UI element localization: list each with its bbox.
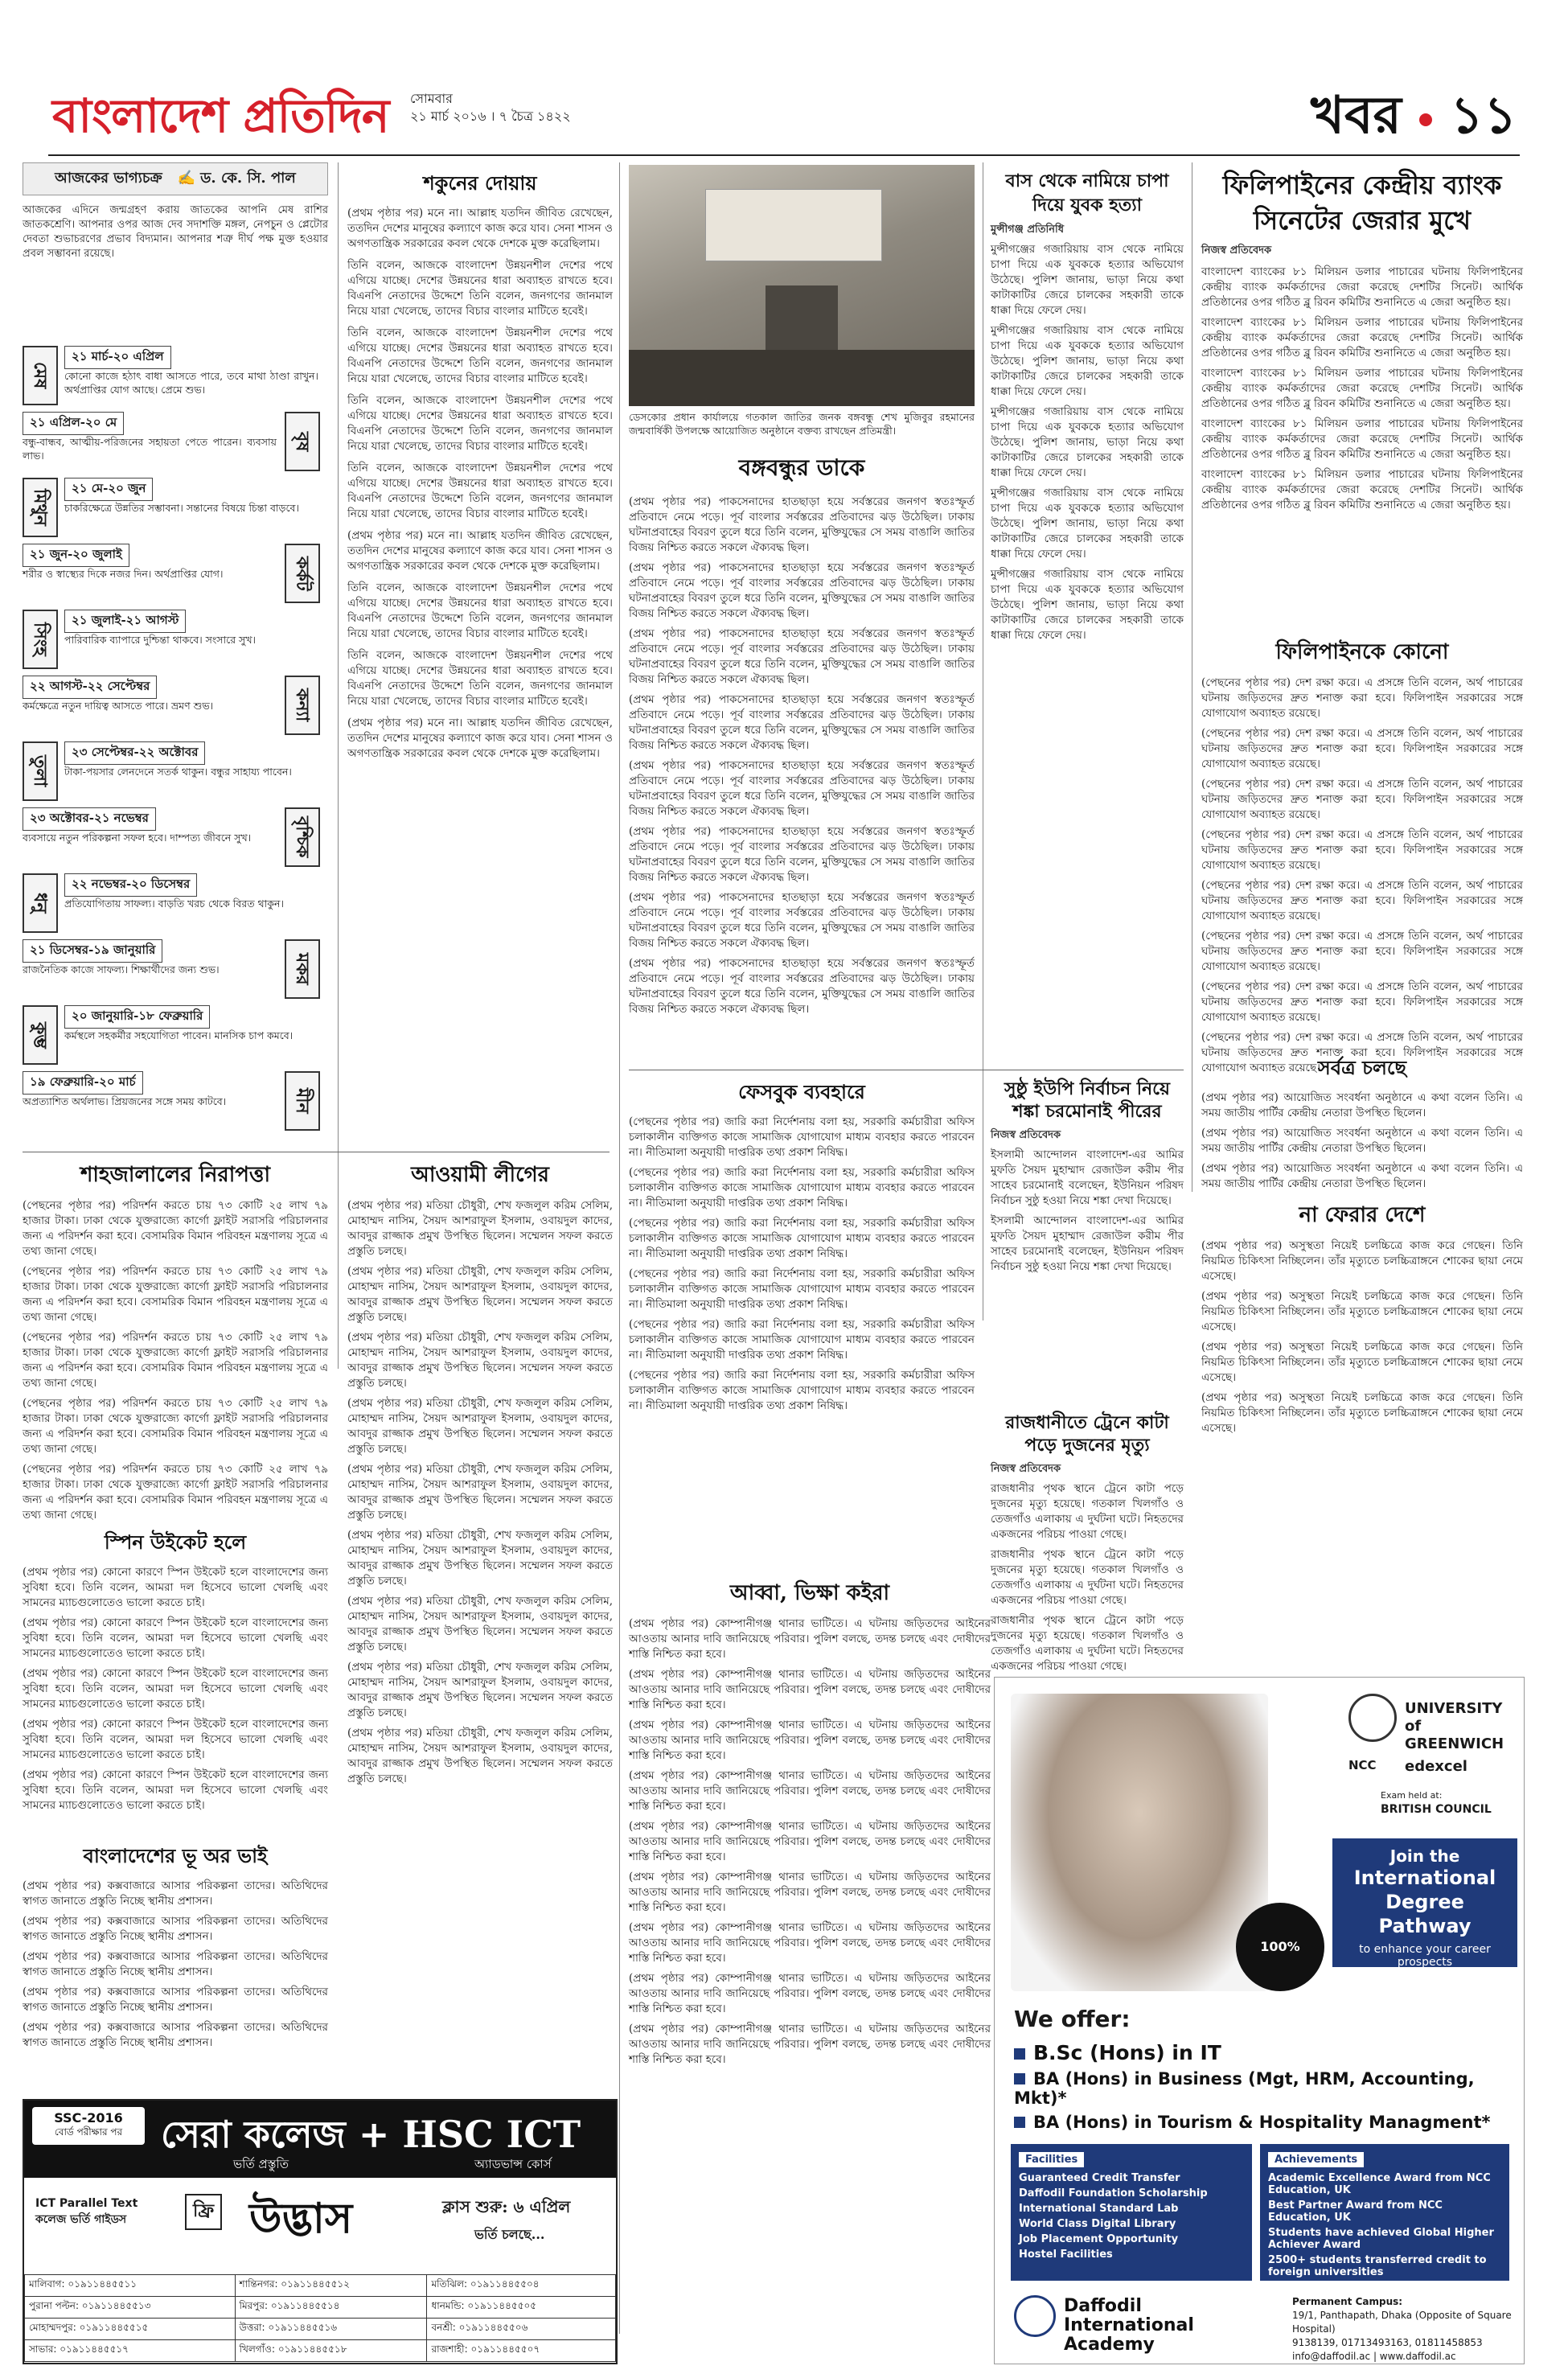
- zodiac-text: ব্যবসায়ে নতুন পরিকল্পনা সফল হবে। দাম্পত্য জীবনে সুখ।: [23, 832, 252, 844]
- horoscope-title-bar: আজকের ভাগ্যচক্র ✍ ড. কে. সি. পাল: [23, 162, 328, 195]
- ssc-label: SSC-2016: [54, 2110, 123, 2126]
- article-byline: নিজস্ব প্রতিবেদক: [1201, 244, 1272, 257]
- article-body-continued: (প্রথম পৃষ্ঠার পর) কক্সবাজারে আসার পরিকল্পনা তাদের। অতিথিদের স্বাগত জানাতে প্রস্তুতি নিচ্ছে স্থানীয় প্রশাসন।: [23, 1915, 328, 1943]
- article-body-continued: (প্রথম পৃষ্ঠার পর) মতিয়া চৌধুরী, শেখ ফজলুল করিম সেলিম, মোহাম্মদ নাসিম, সৈয়দ আশরাফুল ইসলাম, ওবায়দুল কাদের, আবদুর রাজ্জাক প্রমুখ উপস্থিত ছিলেন। সম্মেলন সফল করতে প্রস্তুতি চলছে।: [347, 1397, 613, 1456]
- zodiac-entry: [23, 346, 320, 409]
- article-body: (পেছনের পৃষ্ঠার পর) দেশ রক্ষা করে। এ প্রসঙ্গে তিনি বলেন, অর্থ পাচারের ঘটনায় জড়িতদের দ্রুত শনাক্ত করা হবে। ফিলিপাইন সরকারের সঙ্গে যোগাযোগ অব্যাহত রয়েছে।: [1201, 676, 1523, 720]
- article-headline[interactable]: শকুনের দোয়ায়: [423, 171, 537, 195]
- article-body-continued: (প্রথম পৃষ্ঠার পর) মতিয়া চৌধুরী, শেখ ফজলুল করিম সেলিম, মোহাম্মদ নাসিম, সৈয়দ আশরাফুল ইসলাম, ওবায়দুল কাদের, আবদুর রাজ্জাক প্রমুখ উপস্থিত ছিলেন। সম্মেলন সফল করতে প্রস্তুতি চলছে।: [347, 1463, 613, 1522]
- pathway-title: International Degree Pathway: [1353, 1867, 1496, 1937]
- zodiac-date-range: ২১ ডিসেম্বর-১৯ জানুয়ারি: [23, 939, 162, 963]
- zodiac-sign-label: বৃশ্চিক: [285, 807, 320, 867]
- article-body: বাংলাদেশ ব্যাংকের ৮১ মিলিয়ন ডলার পাচারের ঘটনায় ফিলিপাইনের কেন্দ্রীয় ব্যাংক কর্মকর্তাদের জেরা করেছে দেশটির সিনেট। আর্থিক প্রতিষ্ঠানের ওপর গঠিত ব্লু রিবন কমিটির শুনানিতে এ জেরা অনুষ্ঠিত হয়।: [1201, 265, 1523, 309]
- article-body-continued: (প্রথম পৃষ্ঠার পর) পাকসেনাদের হাতছাড়া হয়ে সর্বস্তরের জনগণ স্বতঃস্ফূর্ত প্রতিবাদে নেমে পড়ে। পূর্ব বাংলার সর্বস্তরের প্রতিবাদের ঝড় উঠেছিল। ঢাকায় ঘটনাপ্রবাহের বিবরণ তুলে ধরে তিনি বলেন, মুক্তিযুদ্ধের সে সময় বাঙালি জাতির বিজয় নিশ্চিত করতে সকলে ঐক্যবদ্ধ ছিল।: [629, 957, 975, 1016]
- section-dot-icon: [1419, 113, 1432, 126]
- issue-day: সোমবার: [410, 91, 453, 106]
- newspaper-logo[interactable]: বাংলাদেশ প্রতিদিন: [52, 88, 389, 143]
- article-train: [991, 1411, 1184, 1674]
- zodiac-entry: [23, 1071, 320, 1134]
- campus-phones: 9138139, 01713493163, 01811458853: [1292, 2337, 1483, 2348]
- article-body-continued: (পেছনের পৃষ্ঠার পর) দেশ রক্ষা করে। এ প্রসঙ্গে তিনি বলেন, অর্থ পাচারের ঘটনায় জড়িতদের দ্রুত শনাক্ত করা হবে। ফিলিপাইন সরকারের সঙ্গে যোগাযোগ অব্যাহত রয়েছে।: [1201, 879, 1523, 922]
- article-up-election: [991, 1078, 1184, 1275]
- article-body-continued: (প্রথম পৃষ্ঠার পর) আয়োজিত সংবর্ধনা অনুষ্ঠানে এ কথা বলেন তিনি। এ সময় জাতীয় পার্টির কেন্দ্রীয় নেতারা উপস্থিত ছিলেন।: [1201, 1162, 1523, 1190]
- student-photo: [1011, 1694, 1268, 1991]
- article-body-continued: (প্রথম পৃষ্ঠার পর) পাকসেনাদের হাতছাড়া হয়ে সর্বস্তরের জনগণ স্বতঃস্ফূর্ত প্রতিবাদে নেমে পড়ে। পূর্ব বাংলার সর্বস্তরের প্রতিবাদের ঝড় উঠেছিল। ঢাকায় ঘটনাপ্রবাহের বিবরণ তুলে ধরে তিনি বলেন, মুক্তিযুদ্ধের সে সময় বাঙালি জাতির বিজয় নিশ্চিত করতে সকলে ঐক্যবদ্ধ ছিল।: [629, 825, 975, 884]
- branch-cell: খিলগাঁও: ০১৯১১৪৪৫৫১৮: [235, 2340, 427, 2362]
- zodiac-date-range: ১৯ ফেব্রুয়ারি-২০ মার্চ: [23, 1071, 143, 1095]
- partner-ncc: NCC: [1348, 1758, 1377, 1772]
- article-body-continued: (প্রথম পৃষ্ঠার পর) কোম্পানীগঞ্জ থানার ভাটিতে। এ ঘটনায় জড়িতদের আইনের আওতায় আনার দাবি জানিয়েছে পরিবার। পুলিশ বলছে, তদন্ত চলছে এবং দোষীদের শাস্তি নিশ্চিত করা হবে।: [629, 1769, 991, 1813]
- section-header: [1311, 76, 1517, 162]
- zodiac-text: কর্মক্ষেত্রে নতুন দায়িত্ব আসতে পারে। ভ্রমণ শুভ।: [23, 700, 214, 712]
- campus-title: Permanent Campus:: [1292, 2296, 1403, 2307]
- zodiac-sign-label: কুম্ভ: [23, 1005, 58, 1065]
- article-body-continued: (প্রথম পৃষ্ঠার পর) মতিয়া চৌধুরী, শেখ ফজলুল করিম সেলিম, মোহাম্মদ নাসিম, সৈয়দ আশরাফুল ইসলাম, ওবায়দুল কাদের, আবদুর রাজ্জাক প্রমুখ উপস্থিত ছিলেন। সম্মেলন সফল করতে প্রস্তুতি চলছে।: [347, 1727, 613, 1785]
- branch-row: [25, 2275, 616, 2297]
- zodiac-entry: [23, 873, 320, 936]
- article-headline[interactable]: ফিলিপাইনের কেন্দ্রীয় ব্যাংক সিনেটের জেরার মুখে: [1222, 170, 1502, 236]
- article-body-continued: (প্রথম পৃষ্ঠার পর) মতিয়া চৌধুরী, শেখ ফজলুল করিম সেলিম, মোহাম্মদ নাসিম, সৈয়দ আশরাফুল ইসলাম, ওবায়দুল কাদের, আবদুর রাজ্জাক প্রমুখ উপস্থিত ছিলেন। সম্মেলন সফল করতে প্রস্তুতি চলছে।: [347, 1265, 613, 1324]
- article-body-continued: (প্রথম পৃষ্ঠার পর) পাকসেনাদের হাতছাড়া হয়ে সর্বস্তরের জনগণ স্বতঃস্ফূর্ত প্রতিবাদে নেমে পড়ে। পূর্ব বাংলার সর্বস্তরের প্রতিবাদের ঝড় উঠেছিল। ঢাকায় ঘটনাপ্রবাহের বিবরণ তুলে ধরে তিনি বলেন, মুক্তিযুদ্ধের সে সময় বাঙালি জাতির বিজয় নিশ্চিত করতে সকলে ঐক্যবদ্ধ ছিল।: [629, 759, 975, 818]
- article-body: (প্রথম পৃষ্ঠার পর) আয়োজিত সংবর্ধনা অনুষ্ঠানে এ কথা বলেন তিনি। এ সময় জাতীয় পার্টির কেন্দ্রীয় নেতারা উপস্থিত ছিলেন।: [1201, 1091, 1523, 1119]
- article-bus: [991, 169, 1184, 643]
- article-body-continued: (পেছনের পৃষ্ঠার পর) পরিদর্শন করতে চায় ৭৩ কোটি ২৫ লাখ ৭৯ হাজার টাকা। ঢাকা থেকে যুক্তরাজ্যে কার্গো ফ্লাইট সরাসরি পরিচালনার জন্য এ পরিদর্শন করা হবে। বেসামরিক বিমান পরিবহন মন্ত্রণালয় সূত্রে এ তথ্য জানা গেছে।: [23, 1331, 328, 1390]
- article-body-continued: (প্রথম পৃষ্ঠার পর) পাকসেনাদের হাতছাড়া হয়ে সর্বস্তরের জনগণ স্বতঃস্ফূর্ত প্রতিবাদে নেমে পড়ে। পূর্ব বাংলার সর্বস্তরের প্রতিবাদের ঝড় উঠেছিল। ঢাকায় ঘটনাপ্রবাহের বিবরণ তুলে ধরে তিনি বলেন, মুক্তিযুদ্ধের সে সময় বাঙালি জাতির বিজয় নিশ্চিত করতে সকলে ঐক্যবদ্ধ ছিল।: [629, 891, 975, 950]
- branch-cell: মতিঝিল: ০১৯১১৪৪৫৫০৪: [427, 2275, 616, 2297]
- zodiac-text: পারিবারিক ব্যাপারে দুশ্চিন্তা থাকবে। সংসারে সুখ।: [64, 634, 256, 646]
- article-headline[interactable]: সুষ্ঠু ইউপি নির্বাচন নিয়ে শঙ্কা চরমোনাই পীরের: [1004, 1078, 1170, 1122]
- zodiac-entry: [23, 478, 320, 540]
- zodiac-text: রাজনৈতিক কাজে সাফল্য। শিক্ষার্থীদের জন্য শুভ।: [23, 963, 220, 975]
- article-spin: [23, 1528, 328, 1813]
- article-body-continued: (প্রথম পৃষ্ঠার পর) মতিয়া চৌধুরী, শেখ ফজলুল করিম সেলিম, মোহাম্মদ নাসিম, সৈয়দ আশরাফুল ইসলাম, ওবায়দুল কাদের, আবদুর রাজ্জাক প্রমুখ উপস্থিত ছিলেন। সম্মেলন সফল করতে প্রস্তুতি চলছে।: [347, 1595, 613, 1653]
- photo-caption: ডেসকোর প্রধান কার্যালয়ে গতকাল জাতির জনক বঙ্গবন্ধু শেখ মুজিবুর রহমানের জন্মবার্ষিকী উপলক্ষে আয়োজিত অনুষ্ঠানে বক্তব্য রাখছেন প্রতিমন্ত্রী।: [629, 411, 975, 437]
- zodiac-entry: [23, 610, 320, 672]
- facility-item: Job Placement Opportunity: [1019, 2233, 1179, 2245]
- achievements-title: Achievements: [1268, 2152, 1364, 2167]
- article-headline[interactable]: না ফেরার দেশে: [1299, 1203, 1426, 1227]
- branch-cell: মিরপুর: ০১৯১১৪৪৫৫১৪: [235, 2297, 427, 2319]
- article-body-continued: (পেছনের পৃষ্ঠার পর) দেশ রক্ষা করে। এ প্রসঙ্গে তিনি বলেন, অর্থ পাচারের ঘটনায় জড়িতদের দ্রুত শনাক্ত করা হবে। ফিলিপাইন সরকারের সঙ্গে যোগাযোগ অব্যাহত রয়েছে।: [1201, 980, 1523, 1024]
- article-body: (প্রথম পৃষ্ঠার পর) অসুস্থতা নিয়েই চলচ্চিত্রে কাজ করে গেছেন। তিনি নিয়মিত চিকিৎসা নিচ্ছিলেন। তাঁর মৃত্যুতে চলচ্চিত্রাঙ্গনে শোকের ছায়া নেমে এসেছে।: [1201, 1239, 1523, 1283]
- article-body-continued: (প্রথম পৃষ্ঠার পর) আয়োজিত সংবর্ধনা অনুষ্ঠানে এ কথা বলেন তিনি। এ সময় জাতীয় পার্টির কেন্দ্রীয় নেতারা উপস্থিত ছিলেন।: [1201, 1127, 1523, 1155]
- bullet-item: ICT Parallel Text: [35, 2197, 138, 2210]
- article-body-continued: (প্রথম পৃষ্ঠার পর) কোনো কারণে স্পিন উইকেট হলে বাংলাদেশের জন্য সুবিধা হবে। তিনি বলেন, আমরা দল হিসেবে ভালো খেলছি এবং সামনের ম্যাচগুলোতেও ভালো করতে চাই।: [23, 1718, 328, 1761]
- offer-list: [1014, 2041, 1513, 2137]
- article-awami: [347, 1158, 613, 1787]
- article-body-continued: (প্রথম পৃষ্ঠার পর) অসুস্থতা নিয়েই চলচ্চিত্রে কাজ করে গেছেন। তিনি নিয়মিত চিকিৎসা নিচ্ছিলেন। তাঁর মৃত্যুতে চলচ্চিত্রাঙ্গনে শোকের ছায়া নেমে এসেছে।: [1201, 1290, 1523, 1333]
- article-body: (পেছনের পৃষ্ঠার পর) পরিদর্শন করতে চায় ৭৩ কোটি ২৫ লাখ ৭৯ হাজার টাকা। ঢাকা থেকে যুক্তরাজ্যে কার্গো ফ্লাইট সরাসরি পরিচালনার জন্য এ পরিদর্শন করা হবে। বেসামরিক বিমান পরিবহন মন্ত্রণালয় সূত্রে এ তথ্য জানা গেছে।: [23, 1199, 328, 1258]
- college-ad-sub2: অ্যাডভান্স কোর্স: [474, 2157, 552, 2171]
- article-body-continued: বাংলাদেশ ব্যাংকের ৮১ মিলিয়ন ডলার পাচারের ঘটনায় ফিলিপাইনের কেন্দ্রীয় ব্যাংক কর্মকর্তাদের জেরা করেছে দেশটির সিনেট। আর্থিক প্রতিষ্ঠানের ওপর গঠিত ব্লু রিবন কমিটির শুনানিতে এ জেরা অনুষ্ঠিত হয়।: [1201, 417, 1523, 461]
- column-divider: [338, 162, 339, 1369]
- article-body-continued: (প্রথম পৃষ্ঠার পর) অসুস্থতা নিয়েই চলচ্চিত্রে কাজ করে গেছেন। তিনি নিয়মিত চিকিৎসা নিচ্ছিলেন। তাঁর মৃত্যুতে চলচ্চিত্রাঙ্গনে শোকের ছায়া নেমে এসেছে।: [1201, 1391, 1523, 1435]
- zodiac-text: টাকা-পয়সার লেনদেনে সতর্ক থাকুন। বন্ধুর সাহায্য পাবেন।: [64, 766, 292, 778]
- article-body-continued: (প্রথম পৃষ্ঠার পর) কোম্পানীগঞ্জ থানার ভাটিতে। এ ঘটনায় জড়িতদের আইনের আওতায় আনার দাবি জানিয়েছে পরিবার। পুলিশ বলছে, তদন্ত চলছে এবং দোষীদের শাস্তি নিশ্চিত করা হবে।: [629, 1871, 991, 1914]
- masthead: [0, 0, 1568, 169]
- article-body-continued: (প্রথম পৃষ্ঠার পর) কক্সবাজারে আসার পরিকল্পনা তাদের। অতিথিদের স্বাগত জানাতে প্রস্তুতি নিচ্ছে স্থানীয় প্রশাসন।: [23, 2021, 328, 2049]
- article-body: (প্রথম পৃষ্ঠার পর) মতিয়া চৌধুরী, শেখ ফজলুল করিম সেলিম, মোহাম্মদ নাসিম, সৈয়দ আশরাফুল ইসলাম, ওবায়দুল কাদের, আবদুর রাজ্জাক প্রমুখ উপস্থিত ছিলেন। সম্মেলন সফল করতে প্রস্তুতি চলছে।: [347, 1199, 613, 1258]
- article-body-continued: (প্রথম পৃষ্ঠার পর) কক্সবাজারে আসার পরিকল্পনা তাদের। অতিথিদের স্বাগত জানাতে প্রস্তুতি নিচ্ছে স্থানীয় প্রশাসন।: [23, 1950, 328, 1978]
- zodiac-entry: [23, 939, 320, 1002]
- article-headline[interactable]: আওয়ামী লীগের: [411, 1163, 549, 1187]
- article-body: (প্রথম পৃষ্ঠার পর) কোনো কারণে স্পিন উইকেট হলে বাংলাদেশের জন্য সুবিধা হবে। তিনি বলেন, আমরা দল হিসেবে ভালো খেলছি এবং সামনের ম্যাচগুলোতেও ভালো করতে চাই।: [23, 1566, 328, 1609]
- facilities-list: [1019, 2172, 1244, 2261]
- article-headline[interactable]: সর্বত্র চলছে: [1317, 1056, 1407, 1079]
- college-ad-brand: উদ্ভাস: [249, 2194, 353, 2243]
- issue-date-text: ২১ মার্চ ২০১৬ । ৭ চৈত্র ১৪২২: [410, 109, 571, 124]
- university-name: UNIVERSITY of GREENWICH: [1405, 1700, 1504, 1752]
- facility-item: Daffodil Foundation Scholarship: [1019, 2187, 1208, 2199]
- photo-table: [629, 350, 975, 406]
- zodiac-sign-label: মেষ: [23, 346, 58, 405]
- offer-item: BA (Hons) in Tourism & Hospitality Managment*: [1014, 2113, 1513, 2132]
- article-facebook: [629, 1078, 975, 1414]
- we-offer: We offer:: [1014, 2006, 1131, 2032]
- zodiac-sign-label: ধনু: [23, 873, 58, 933]
- article-body-continued: (প্রথম পৃষ্ঠার পর) কোম্পানীগঞ্জ থানার ভাটিতে। এ ঘটনায় জড়িতদের আইনের আওতায় আনার দাবি জানিয়েছে পরিবার। পুলিশ বলছে, তদন্ত চলছে এবং দোষীদের শাস্তি নিশ্চিত করা হবে।: [629, 2023, 991, 2066]
- article-body-continued: বাংলাদেশ ব্যাংকের ৮১ মিলিয়ন ডলার পাচারের ঘটনায় ফিলিপাইনের কেন্দ্রীয় ব্যাংক কর্মকর্তাদের জেরা করেছে দেশটির সিনেট। আর্থিক প্রতিষ্ঠানের ওপর গঠিত ব্লু রিবন কমিটির শুনানিতে এ জেরা অনুষ্ঠিত হয়।: [1201, 316, 1523, 359]
- zodiac-text: বন্ধু-বান্ধব, আত্মীয়-পরিজনের সহায়তা পেতে পারেন। ব্যবসায় লাভ।: [23, 436, 277, 462]
- article-body: ইসলামী আন্দোলন বাংলাদেশ-এর আমির মুফতি সৈয়দ মুহাম্মাদ রেজাউল করীম পীর সাহেব চরমোনাই বলেছেন, ইউনিয়ন পরিষদ নির্বাচন সুষ্ঠু হওয়া নিয়ে শঙ্কা দেখা দিয়েছে।: [991, 1148, 1184, 1207]
- british-council: BRITISH COUNCIL: [1381, 1803, 1492, 1816]
- college-ad-header: [24, 2101, 616, 2178]
- article-body-continued: (প্রথম পৃষ্ঠার পর) পাকসেনাদের হাতছাড়া হয়ে সর্বস্তরের জনগণ স্বতঃস্ফূর্ত প্রতিবাদে নেমে পড়ে। পূর্ব বাংলার সর্বস্তরের প্রতিবাদের ঝড় উঠেছিল। ঢাকায় ঘটনাপ্রবাহের বিবরণ তুলে ধরে তিনি বলেন, মুক্তিযুদ্ধের সে সময় বাঙালি জাতির বিজয় নিশ্চিত করতে সকলে ঐক্যবদ্ধ ছিল।: [629, 561, 975, 620]
- zodiac-date-range: ২২ আগস্ট-২২ সেপ্টেম্বর: [23, 676, 157, 699]
- article-body-continued: (পেছনের পৃষ্ঠার পর) জারি করা নির্দেশনায় বলা হয়, সরকারি কর্মচারীরা অফিস চলাকালীন ব্যক্তিগত কাজে সামাজিক যোগাযোগ মাধ্যম ব্যবহার করতে পারবেন না। নীতিমালা অনুযায়ী দাপ্তরিক তথ্য প্রকাশ নিষিদ্ধ।: [629, 1267, 975, 1311]
- article-body-continued: (পেছনের পৃষ্ঠার পর) দেশ রক্ষা করে। এ প্রসঙ্গে তিনি বলেন, অর্থ পাচারের ঘটনায় জড়িতদের দ্রুত শনাক্ত করা হবে। ফিলিপাইন সরকারের সঙ্গে যোগাযোগ অব্যাহত রয়েছে।: [1201, 1031, 1523, 1074]
- article-headline[interactable]: রাজধানীতে ট্রেনে কাটা পড়ে দুজনের মৃত্যু: [1005, 1412, 1169, 1456]
- daffodil-ad[interactable]: [994, 1677, 1525, 2364]
- article-body-continued: তিনি বলেন, আজকে বাংলাদেশ উন্নয়নশীল দেশের পথে এগিয়ে যাচ্ছে। দেশের উন্নয়নের ধারা অব্যাহত রাখতে হবে। বিএনপি নেতাদের উদ্দেশে তিনি বলেন, জনগণের জানমাল নিয়ে যারা খেলেছে, তাদের বিচার বাংলার মাটিতে হবেই।: [347, 649, 613, 708]
- admission-open: ভর্তি চলছে...: [474, 2227, 545, 2242]
- zodiac-date-range: ২১ জুন-২০ জুলাই: [23, 544, 129, 567]
- article-body: তিনি বলেন, আজকে বাংলাদেশ উন্নয়নশীল দেশের পথে এগিয়ে যাচ্ছে। দেশের উন্নয়নের ধারা অব্যাহত রাখতে হবে। বিএনপি নেতাদের উদ্দেশে তিনি বলেন, জনগণের জানমাল নিয়ে যারা খেলেছে, তাদের বিচার বাংলার মাটিতে হবেই।: [347, 259, 613, 318]
- article-body-continued: বাংলাদেশ ব্যাংকের ৮১ মিলিয়ন ডলার পাচারের ঘটনায় ফিলিপাইনের কেন্দ্রীয় ব্যাংক কর্মকর্তাদের জেরা করেছে দেশটির সিনেট। আর্থিক প্রতিষ্ঠানের ওপর গঠিত ব্লু রিবন কমিটির শুনানিতে এ জেরা অনুষ্ঠিত হয়।: [1201, 468, 1523, 511]
- issue-date: [410, 90, 571, 125]
- article-headline[interactable]: বাংলাদেশের ভূ অর ভাই: [83, 1844, 268, 1867]
- facility-item: World Class Digital Library: [1019, 2218, 1176, 2230]
- article-body-continued: (প্রথম পৃষ্ঠার পর) কোম্পানীগঞ্জ থানার ভাটিতে। এ ঘটনায় জড়িতদের আইনের আওতায় আনার দাবি জানিয়েছে পরিবার। পুলিশ বলছে, তদন্ত চলছে এবং দোষীদের শাস্তি নিশ্চিত করা হবে।: [629, 1820, 991, 1863]
- pathway-banner: [1332, 1838, 1517, 1967]
- article-body-continued: তিনি বলেন, আজকে বাংলাদেশ উন্নয়নশীল দেশের পথে এগিয়ে যাচ্ছে। দেশের উন্নয়নের ধারা অব্যাহত রাখতে হবে। বিএনপি নেতাদের উদ্দেশে তিনি বলেন, জনগণের জানমাল নিয়ে যারা খেলেছে, তাদের বিচার বাংলার মাটিতে হবেই।: [347, 462, 613, 520]
- branch-cell: রাজশাহী: ০১৯১১৪৪৫৫০৭: [427, 2340, 616, 2362]
- college-ad-badge: [32, 2107, 145, 2145]
- college-ad-headline: সেরা কলেজ + HSC ICT: [161, 2113, 581, 2156]
- article-body-continued: (প্রথম পৃষ্ঠার পর) মতিয়া চৌধুরী, শেখ ফজলুল করিম সেলিম, মোহাম্মদ নাসিম, সৈয়দ আশরাফুল ইসলাম, ওবায়দুল কাদের, আবদুর রাজ্জাক প্রমুখ উপস্থিত ছিলেন। সম্মেলন সফল করতে প্রস্তুতি চলছে।: [347, 1529, 613, 1587]
- zodiac-entry: [23, 741, 320, 804]
- zodiac-text: কোনো কাজে হঠাৎ বাধা আসতে পারে, তবে মাথা ঠাণ্ডা রাখুন। অর্থপ্রাপ্তির যোগ আছে। প্রেমে শুভ।: [64, 370, 318, 396]
- achievements-list: [1268, 2172, 1501, 2278]
- article-body-continued: (প্রথম পৃষ্ঠার পর) কোনো কারণে স্পিন উইকেট হলে বাংলাদেশের জন্য সুবিধা হবে। তিনি বলেন, আমরা দল হিসেবে ভালো খেলছি এবং সামনের ম্যাচগুলোতেও ভালো করতে চাই।: [23, 1616, 328, 1660]
- pathway-sub: to enhance your career prospects: [1359, 1943, 1491, 1969]
- article-body-continued: মুন্সীগঞ্জের গজারিয়ায় বাস থেকে নামিয়ে চাপা দিয়ে এক যুবককে হত্যার অভিযোগ উঠেছে। পুলিশ জানায়, ভাড়া নিয়ে কথা কাটাকাটির জেরে চালকের সহকারী তাকে ধাক্কা দিয়ে ফেলে দেয়।: [991, 487, 1184, 561]
- page-number: ১১: [1450, 85, 1517, 146]
- zodiac-date-range: ২৩ সেপ্টেম্বর-২২ অক্টোবর: [64, 741, 205, 765]
- article-body-continued: তিনি বলেন, আজকে বাংলাদেশ উন্নয়নশীল দেশের পথে এগিয়ে যাচ্ছে। দেশের উন্নয়নের ধারা অব্যাহত রাখতে হবে। বিএনপি নেতাদের উদ্দেশে তিনি বলেন, জনগণের জানমাল নিয়ে যারা খেলেছে, তাদের বিচার বাংলার মাটিতে হবেই।: [347, 581, 613, 640]
- campus-address: 19/1, Panthapath, Dhaka (Opposite of Square Hospital): [1292, 2310, 1512, 2335]
- article-body-continued: (পেছনের পৃষ্ঠার পর) জারি করা নির্দেশনায় বলা হয়, সরকারি কর্মচারীরা অফিস চলাকালীন ব্যক্তিগত কাজে সামাজিক যোগাযোগ মাধ্যম ব্যবহার করতে পারবেন না। নীতিমালা অনুযায়ী দাপ্তরিক তথ্য প্রকাশ নিষিদ্ধ।: [629, 1166, 975, 1210]
- article-body-continued: বাংলাদেশ ব্যাংকের ৮১ মিলিয়ন ডলার পাচারের ঘটনায় ফিলিপাইনের কেন্দ্রীয় ব্যাংক কর্মকর্তাদের জেরা করেছে দেশটির সিনেট। আর্থিক প্রতিষ্ঠানের ওপর গঠিত ব্লু রিবন কমিটির শুনানিতে এ জেরা অনুষ্ঠিত হয়।: [1201, 367, 1523, 410]
- article-lead: (প্রথম পৃষ্ঠার পর) মনে না। আল্লাহ যতদিন জীবিত রেখেছেন, ততদিন দেশের মানুষের কল্যাণে কাজ করে যাব। সেনা শাসন ও অগণতান্ত্রিক সরকারের কবল থেকে দেশকে মুক্ত করেছিলাম।: [347, 207, 613, 250]
- article-body: (পেছনের পৃষ্ঠার পর) জারি করা নির্দেশনায় বলা হয়, সরকারি কর্মচারীরা অফিস চলাকালীন ব্যক্তিগত কাজে সামাজিক যোগাযোগ মাধ্যম ব্যবহার করতে পারবেন না। নীতিমালা অনুযায়ী দাপ্তরিক তথ্য প্রকাশ নিষিদ্ধ।: [629, 1115, 975, 1159]
- article-na-ferar: [1201, 1198, 1523, 1436]
- college-ad-sub1: ভর্তি প্রস্তুতি: [233, 2157, 289, 2171]
- class-start: ক্লাস শুরু: ৬ এপ্রিল: [442, 2197, 571, 2216]
- article-headline[interactable]: বঙ্গবন্ধুর ডাকে: [738, 454, 865, 481]
- daffodil-logo-icon: [1014, 2295, 1056, 2337]
- article-body-continued: (প্রথম পৃষ্ঠার পর) অসুস্থতা নিয়েই চলচ্চিত্রে কাজ করে গেছেন। তিনি নিয়মিত চিকিৎসা নিচ্ছিলেন। তাঁর মৃত্যুতে চলচ্চিত্রাঙ্গনে শোকের ছায়া নেমে এসেছে।: [1201, 1341, 1523, 1384]
- article-body: (প্রথম পৃষ্ঠার পর) কক্সবাজারে আসার পরিকল্পনা তাদের। অতিথিদের স্বাগত জানাতে প্রস্তুতি নিচ্ছে স্থানীয় প্রশাসন।: [23, 1879, 328, 1908]
- column-divider: [619, 162, 620, 2334]
- article-body-continued: (পেছনের পৃষ্ঠার পর) জারি করা নির্দেশনায় বলা হয়, সরকারি কর্মচারীরা অফিস চলাকালীন ব্যক্তিগত কাজে সামাজিক যোগাযোগ মাধ্যম ব্যবহার করতে পারবেন না। নীতিমালা অনুযায়ী দাপ্তরিক তথ্য প্রকাশ নিষিদ্ধ।: [629, 1369, 975, 1412]
- article-body: মুন্সীগঞ্জের গজারিয়ায় বাস থেকে নামিয়ে চাপা দিয়ে এক যুবককে হত্যার অভিযোগ উঠেছে। পুলিশ জানায়, ভাড়া নিয়ে কথা কাটাকাটির জেরে চালকের সহকারী তাকে ধাক্কা দিয়ে ফেলে দেয়।: [991, 243, 1184, 317]
- article-headline[interactable]: বাস থেকে নামিয়ে চাপা দিয়ে যুবক হত্যা: [1005, 170, 1169, 216]
- branch-cell: মোহাম্মদপুর: ০১৯১১৪৪৫৫১৫: [25, 2319, 236, 2340]
- event-photo: [629, 165, 975, 406]
- greenwich-crest-icon: [1348, 1694, 1397, 1742]
- article-abba: [629, 1576, 991, 2068]
- article-body-continued: (প্রথম পৃষ্ঠার পর) কক্সবাজারে আসার পরিকল্পনা তাদের। অতিথিদের স্বাগত জানাতে প্রস্তুতি নিচ্ছে স্থানীয় প্রশাসন।: [23, 1986, 328, 2014]
- bullet-item: কলেজ ভর্তি গাইডস: [35, 2213, 127, 2226]
- article-byline: নিজস্ব প্রতিবেদক: [991, 1463, 1061, 1475]
- campus-contact[interactable]: info@daffodil.ac | www.daffodil.ac: [1292, 2351, 1456, 2362]
- facility-item: Hostel Facilities: [1019, 2249, 1113, 2261]
- branch-cell: পুরানা পল্টন: ০১৯১১৪৪৫৫১৩: [25, 2297, 236, 2319]
- zodiac-sign-label: মকর: [285, 939, 320, 999]
- achievement-item: Academic Excellence Award from NCC Education, UK: [1268, 2172, 1491, 2196]
- zodiac-entry: [23, 807, 320, 870]
- zodiac-entry: [23, 1005, 320, 1068]
- photo-banner: [705, 189, 882, 261]
- article-byline: নিজস্ব প্রতিবেদক: [991, 1129, 1061, 1141]
- article-philippines2: [1201, 635, 1523, 1076]
- article-body-continued: রাজধানীর পৃথক স্থানে ট্রেনে কাটা পড়ে দুজনের মৃত্যু হয়েছে। গতকাল খিলগাঁও ও তেজগাঁও এলাকায় এ দুর্ঘটনা ঘটে। নিহতদের একজনের পরিচয় পাওয়া গেছে।: [991, 1614, 1184, 1673]
- article-bangladesh: [23, 1842, 328, 2051]
- article-body-continued: (প্রথম পৃষ্ঠার পর) কোনো কারণে স্পিন উইকেট হলে বাংলাদেশের জন্য সুবিধা হবে। তিনি বলেন, আমরা দল হিসেবে ভালো খেলছি এবং সামনের ম্যাচগুলোতেও ভালো করতে চাই।: [23, 1768, 328, 1812]
- achievement-item: Best Partner Award from NCC Education, UK: [1268, 2199, 1443, 2224]
- article-body-continued: (প্রথম পৃষ্ঠার পর) মতিয়া চৌধুরী, শেখ ফজলুল করিম সেলিম, মোহাম্মদ নাসিম, সৈয়দ আশরাফুল ইসলাম, ওবায়দুল কাদের, আবদুর রাজ্জাক প্রমুখ উপস্থিত ছিলেন। সম্মেলন সফল করতে প্রস্তুতি চলছে।: [347, 1331, 613, 1390]
- article-body-continued: (পেছনের পৃষ্ঠার পর) দেশ রক্ষা করে। এ প্রসঙ্গে তিনি বলেন, অর্থ পাচারের ঘটনায় জড়িতদের দ্রুত শনাক্ত করা হবে। ফিলিপাইন সরকারের সঙ্গে যোগাযোগ অব্যাহত রয়েছে।: [1201, 828, 1523, 872]
- article-body-continued: (প্রথম পৃষ্ঠার পর) কোম্পানীগঞ্জ থানার ভাটিতে। এ ঘটনায় জড়িতদের আইনের আওতায় আনার দাবি জানিয়েছে পরিবার। পুলিশ বলছে, তদন্ত চলছে এবং দোষীদের শাস্তি নিশ্চিত করা হবে।: [629, 1668, 991, 1711]
- article-body-continued: রাজধানীর পৃথক স্থানে ট্রেনে কাটা পড়ে দুজনের মৃত্যু হয়েছে। গতকাল খিলগাঁও ও তেজগাঁও এলাকায় এ দুর্ঘটনা ঘটে। নিহতদের একজনের পরিচয় পাওয়া গেছে।: [991, 1548, 1184, 1607]
- branch-row: [25, 2319, 616, 2340]
- zodiac-text: প্রতিযোগিতায় সাফল্য। বাড়তি খরচ থেকে বিরত থাকুন।: [64, 897, 284, 910]
- article-body-continued: (পেছনের পৃষ্ঠার পর) জারি করা নির্দেশনায় বলা হয়, সরকারি কর্মচারীরা অফিস চলাকালীন ব্যক্তিগত কাজে সামাজিক যোগাযোগ মাধ্যম ব্যবহার করতে পারবেন না। নীতিমালা অনুযায়ী দাপ্তরিক তথ্য প্রকাশ নিষিদ্ধ।: [629, 1318, 975, 1362]
- branch-cell: মালিবাগ: ০১৯১১৪৪৫৫১১: [25, 2275, 236, 2297]
- college-ad[interactable]: [23, 2099, 618, 2364]
- facility-item: Guaranteed Credit Transfer: [1019, 2172, 1180, 2184]
- article-shakun: [347, 169, 613, 762]
- exam-held-label: Exam held at:: [1381, 1790, 1443, 1801]
- branch-cell: সাভার: ০১৯১১৪৪৫৫১৭: [25, 2340, 236, 2362]
- branch-cell: উত্তরা: ০১৯১১৪৪৫৫১৬: [235, 2319, 427, 2340]
- zodiac-date-range: ২১ মে-২০ জুন: [64, 478, 153, 501]
- article-body-continued: (প্রথম পৃষ্ঠার পর) পাকসেনাদের হাতছাড়া হয়ে সর্বস্তরের জনগণ স্বতঃস্ফূর্ত প্রতিবাদে নেমে পড়ে। পূর্ব বাংলার সর্বস্তরের প্রতিবাদের ঝড় উঠেছিল। ঢাকায় ঘটনাপ্রবাহের বিবরণ তুলে ধরে তিনি বলেন, মুক্তিযুদ্ধের সে সময় বাঙালি জাতির বিজয় নিশ্চিত করতে সকলে ঐক্যবদ্ধ ছিল।: [629, 693, 975, 752]
- article-body-continued: তিনি বলেন, আজকে বাংলাদেশ উন্নয়নশীল দেশের পথে এগিয়ে যাচ্ছে। দেশের উন্নয়নের ধারা অব্যাহত রাখতে হবে। বিএনপি নেতাদের উদ্দেশে তিনি বলেন, জনগণের জানমাল নিয়ে যারা খেলেছে, তাদের বিচার বাংলার মাটিতে হবেই।: [347, 394, 613, 453]
- article-body-continued: (পেছনের পৃষ্ঠার পর) দেশ রক্ষা করে। এ প্রসঙ্গে তিনি বলেন, অর্থ পাচারের ঘটনায় জড়িতদের দ্রুত শনাক্ত করা হবে। ফিলিপাইন সরকারের সঙ্গে যোগাযোগ অব্যাহত রয়েছে।: [1201, 930, 1523, 973]
- article-body-continued: মুন্সীগঞ্জের গজারিয়ায় বাস থেকে নামিয়ে চাপা দিয়ে এক যুবককে হত্যার অভিযোগ উঠেছে। পুলিশ জানায়, ভাড়া নিয়ে কথা কাটাকাটির জেরে চালকের সহকারী তাকে ধাক্কা দিয়ে ফেলে দেয়।: [991, 405, 1184, 479]
- zodiac-sign-label: কর্কট: [285, 544, 320, 603]
- article-shahjalal: [23, 1158, 328, 1523]
- zodiac-sign-label: বৃষ: [285, 412, 320, 471]
- article-body: রাজধানীর পৃথক স্থানে ট্রেনে কাটা পড়ে দুজনের মৃত্যু হয়েছে। গতকাল খিলগাঁও ও তেজগাঁও এলাকায় এ দুর্ঘটনা ঘটে। নিহতদের একজনের পরিচয় পাওয়া গেছে।: [991, 1482, 1184, 1541]
- article-body-continued: (প্রথম পৃষ্ঠার পর) কোনো কারণে স্পিন উইকেট হলে বাংলাদেশের জন্য সুবিধা হবে। তিনি বলেন, আমরা দল হিসেবে ভালো খেলছি এবং সামনের ম্যাচগুলোতেও ভালো করতে চাই।: [23, 1667, 328, 1711]
- article-body-continued: (পেছনের পৃষ্ঠার পর) পরিদর্শন করতে চায় ৭৩ কোটি ২৫ লাখ ৭৯ হাজার টাকা। ঢাকা থেকে যুক্তরাজ্যে কার্গো ফ্লাইট সরাসরি পরিচালনার জন্য এ পরিদর্শন করা হবে। বেসামরিক বিমান পরিবহন মন্ত্রণালয় সূত্রে এ তথ্য জানা গেছে।: [23, 1265, 328, 1324]
- article-body-continued: (প্রথম পৃষ্ঠার পর) পাকসেনাদের হাতছাড়া হয়ে সর্বস্তরের জনগণ স্বতঃস্ফূর্ত প্রতিবাদে নেমে পড়ে। পূর্ব বাংলার সর্বস্তরের প্রতিবাদের ঝড় উঠেছিল। ঢাকায় ঘটনাপ্রবাহের বিবরণ তুলে ধরে তিনি বলেন, মুক্তিযুদ্ধের সে সময় বাঙালি জাতির বিজয় নিশ্চিত করতে সকলে ঐক্যবদ্ধ ছিল।: [629, 627, 975, 686]
- zodiac-sign-label: সিংহ: [23, 610, 58, 669]
- daffodil-brand: Daffodil International Academy: [1064, 2296, 1194, 2355]
- zodiac-text: কর্মস্থলে সহকর্মীর সহযোগিতা পাবেন। মানসিক চাপ কমবে।: [64, 1029, 293, 1041]
- branch-row: [25, 2340, 616, 2362]
- article-headline[interactable]: স্পিন উইকেট হলে: [104, 1530, 247, 1554]
- article-sarbatra: [1201, 1054, 1523, 1192]
- facility-item: International Standard Lab: [1019, 2203, 1179, 2215]
- article-body: (প্রথম পৃষ্ঠার পর) কোম্পানীগঞ্জ থানার ভাটিতে। এ ঘটনায় জড়িতদের আইনের আওতায় আনার দাবি জানিয়েছে পরিবার। পুলিশ বলছে, তদন্ত চলছে এবং দোষীদের শাস্তি নিশ্চিত করা হবে।: [629, 1617, 991, 1661]
- article-body-continued: (পেছনের পৃষ্ঠার পর) দেশ রক্ষা করে। এ প্রসঙ্গে তিনি বলেন, অর্থ পাচারের ঘটনায় জড়িতদের দ্রুত শনাক্ত করা হবে। ফিলিপাইন সরকারের সঙ্গে যোগাযোগ অব্যাহত রয়েছে।: [1201, 778, 1523, 821]
- masthead-rule: [48, 154, 1520, 156]
- zodiac-date-range: ২১ মার্চ-২০ এপ্রিল: [64, 346, 171, 369]
- article-body-continued: (প্রথম পৃষ্ঠার পর) মতিয়া চৌধুরী, শেখ ফজলুল করিম সেলিম, মোহাম্মদ নাসিম, সৈয়দ আশরাফুল ইসলাম, ওবায়দুল কাদের, আবদুর রাজ্জাক প্রমুখ উপস্থিত ছিলেন। সম্মেলন সফল করতে প্রস্তুতি চলছে।: [347, 1661, 613, 1719]
- zodiac-sign-label: তুলা: [23, 741, 58, 801]
- article-headline[interactable]: শাহজালালের নিরাপত্তা: [80, 1163, 271, 1187]
- college-ad-middle: [24, 2178, 616, 2274]
- article-body: (প্রথম পৃষ্ঠার পর) পাকসেনাদের হাতছাড়া হয়ে সর্বস্তরের জনগণ স্বতঃস্ফূর্ত প্রতিবাদে নেমে পড়ে। পূর্ব বাংলার সর্বস্তরের প্রতিবাদের ঝড় উঠেছিল। ঢাকায় ঘটনাপ্রবাহের বিবরণ তুলে ধরে তিনি বলেন, মুক্তিযুদ্ধের সে সময় বাঙালি জাতির বিজয় নিশ্চিত করতে সকলে ঐক্যবদ্ধ ছিল।: [629, 495, 975, 554]
- ssc-sub: বোর্ড পরীক্ষার পর: [54, 2126, 123, 2138]
- zodiac-text: চাকরিক্ষেত্রে উন্নতির সম্ভাবনা। সন্তানের বিষয়ে চিন্তা বাড়বে।: [64, 502, 299, 514]
- article-body-continued: (প্রথম পৃষ্ঠার পর) মনে না। আল্লাহ যতদিন জীবিত রেখেছেন, ততদিন দেশের মানুষের কল্যাণে কাজ করে যাব। সেনা শাসন ও অগণতান্ত্রিক সরকারের কবল থেকে দেশকে মুক্ত করেছিলাম।: [347, 529, 613, 573]
- zodiac-sign-label: কন্যা: [285, 676, 320, 735]
- zodiac-text: শরীর ও স্বাস্থ্যের দিকে নজর দিন। অর্থপ্রাপ্তির যোগ।: [23, 568, 224, 580]
- partner-edexcel: edexcel: [1405, 1758, 1467, 1775]
- article-headline[interactable]: আব্বা, ভিক্ষা কইরা: [729, 1581, 890, 1605]
- zodiac-date-range: ২১ জুলাই-২১ আগস্ট: [64, 610, 186, 633]
- zodiac-date-range: ২০ জানুয়ারি-১৮ ফেব্রুয়ারি: [64, 1005, 210, 1029]
- zodiac-date-range: ২২ নভেম্বর-২০ ডিসেম্বর: [64, 873, 197, 897]
- join-label: Join the: [1389, 1846, 1460, 1866]
- article-headline[interactable]: ফিলিপাইনকে কোনো: [1275, 640, 1449, 664]
- branch-cell: শান্তিনগর: ০১৯১১৪৪৫৫১২: [235, 2275, 427, 2297]
- article-bangabandhu: [629, 450, 975, 1017]
- campus-info: [1292, 2295, 1517, 2364]
- offer-item: B.Sc (Hons) in IT: [1014, 2041, 1513, 2064]
- branch-cell: ধানমন্ডি: ০১৯১১৪৪৫৫০৫: [427, 2297, 616, 2319]
- facilities-title: Facilities: [1019, 2152, 1084, 2167]
- article-body-continued: (পেছনের পৃষ্ঠার পর) পরিদর্শন করতে চায় ৭৩ কোটি ২৫ লাখ ৭৯ হাজার টাকা। ঢাকা থেকে যুক্তরাজ্যে কার্গো ফ্লাইট সরাসরি পরিচালনার জন্য এ পরিদর্শন করা হবে। বেসামরিক বিমান পরিবহন মন্ত্রণালয় সূত্রে এ তথ্য জানা গেছে।: [23, 1463, 328, 1522]
- zodiac-entry: [23, 676, 320, 738]
- article-body-continued: (প্রথম পৃষ্ঠার পর) কোম্পানীগঞ্জ থানার ভাটিতে। এ ঘটনায় জড়িতদের আইনের আওতায় আনার দাবি জানিয়েছে পরিবার। পুলিশ বলছে, তদন্ত চলছে এবং দোষীদের শাস্তি নিশ্চিত করা হবে।: [629, 1719, 991, 1762]
- free-badge: ফ্রি: [185, 2194, 222, 2230]
- zodiac-sign-label: মীন: [285, 1071, 320, 1131]
- facilities-box: [1011, 2144, 1252, 2281]
- achievement-item: Students have achieved Global Higher Achiever Award: [1268, 2227, 1494, 2251]
- article-body-continued: ইসলামী আন্দোলন বাংলাদেশ-এর আমির মুফতি সৈয়দ মুহাম্মাদ রেজাউল করীম পীর সাহেব চরমোনাই বলেছেন, ইউনিয়ন পরিষদ নির্বাচন সুষ্ঠু হওয়া নিয়ে শঙ্কা দেখা দিয়েছে।: [991, 1214, 1184, 1273]
- article-philippines: [1201, 167, 1523, 513]
- offer-item: BA (Hons) in Business (Mgt, HRM, Accounting, Mkt)*: [1014, 2069, 1475, 2108]
- horoscope-intro: আজকের এদিনে জন্মগ্রহণ করায় জাতকের আপনি মেষ রাশির জাতকশ্রেণি। আপনার ওপর আজ দেব সদাশক্তি মঙ্গল, নেপচুন ও প্লেটোর দেবতা শুভাচরণের প্রভাব বিদ্যমান। আপনার শত্রু দীর্ঘ পক্ষ মুক্ত হওয়ার প্রবল সম্ভাবনা রয়েছে।: [23, 204, 328, 260]
- achievements-box: [1260, 2144, 1509, 2281]
- zodiac-text: অপ্রত্যাশিত অর্থলাভ। প্রিয়জনের সঙ্গে সময় কাটবে।: [23, 1095, 227, 1107]
- zodiac-date-range: ২১ এপ্রিল-২০ মে: [23, 412, 124, 435]
- zodiac-entry: [23, 544, 320, 606]
- achievement-item: 2500+ students transferred credit to foreign universities: [1268, 2254, 1487, 2278]
- employed-badge: 100% EMPLOYED: [1236, 1903, 1324, 1991]
- zodiac-sign-label: মিথুন: [23, 478, 58, 537]
- branch-row: [25, 2297, 616, 2319]
- article-body-continued: মুন্সীগঞ্জের গজারিয়ায় বাস থেকে নামিয়ে চাপা দিয়ে এক যুবককে হত্যার অভিযোগ উঠেছে। পুলিশ জানায়, ভাড়া নিয়ে কথা কাটাকাটির জেরে চালকের সহকারী তাকে ধাক্কা দিয়ে ফেলে দেয়।: [991, 568, 1184, 642]
- zodiac-date-range: ২৩ অক্টোবর-২১ নভেম্বর: [23, 807, 156, 831]
- article-headline[interactable]: ফেসবুক ব্যবহারে: [738, 1080, 865, 1103]
- article-body-continued: (পেছনের পৃষ্ঠার পর) জারি করা নির্দেশনায় বলা হয়, সরকারি কর্মচারীরা অফিস চলাকালীন ব্যক্তিগত কাজে সামাজিক যোগাযোগ মাধ্যম ব্যবহার করতে পারবেন না। নীতিমালা অনুযায়ী দাপ্তরিক তথ্য প্রকাশ নিষিদ্ধ।: [629, 1217, 975, 1260]
- horoscope-title: আজকের ভাগ্যচক্র: [55, 170, 162, 187]
- article-body-continued: তিনি বলেন, আজকে বাংলাদেশ উন্নয়নশীল দেশের পথে এগিয়ে যাচ্ছে। দেশের উন্নয়নের ধারা অব্যাহত রাখতে হবে। বিএনপি নেতাদের উদ্দেশে তিনি বলেন, জনগণের জানমাল নিয়ে যারা খেলেছে, তাদের বিচার বাংলার মাটিতে হবেই।: [347, 327, 613, 385]
- article-body-continued: (পেছনের পৃষ্ঠার পর) দেশ রক্ষা করে। এ প্রসঙ্গে তিনি বলেন, অর্থ পাচারের ঘটনায় জড়িতদের দ্রুত শনাক্ত করা হবে। ফিলিপাইন সরকারের সঙ্গে যোগাযোগ অব্যাহত রয়েছে।: [1201, 727, 1523, 770]
- branch-table: [24, 2274, 616, 2362]
- section-name: খবর: [1311, 85, 1402, 146]
- article-byline: মুন্সীগঞ্জ প্রতিনিধি: [991, 224, 1064, 236]
- article-body-continued: (পেছনের পৃষ্ঠার পর) পরিদর্শন করতে চায় ৭৩ কোটি ২৫ লাখ ৭৯ হাজার টাকা। ঢাকা থেকে যুক্তরাজ্যে কার্গো ফ্লাইট সরাসরি পরিচালনার জন্য এ পরিদর্শন করা হবে। বেসামরিক বিমান পরিবহন মন্ত্রণালয় সূত্রে এ তথ্য জানা গেছে।: [23, 1397, 328, 1456]
- article-body-continued: (প্রথম পৃষ্ঠার পর) কোম্পানীগঞ্জ থানার ভাটিতে। এ ঘটনায় জড়িতদের আইনের আওতায় আনার দাবি জানিয়েছে পরিবার। পুলিশ বলছে, তদন্ত চলছে এবং দোষীদের শাস্তি নিশ্চিত করা হবে।: [629, 1921, 991, 1965]
- zodiac-entry: [23, 412, 320, 474]
- horoscope-author: ড. কে. সি. পাল: [200, 170, 296, 187]
- article-body-continued: (প্রথম পৃষ্ঠার পর) মনে না। আল্লাহ যতদিন জীবিত রেখেছেন, ততদিন দেশের মানুষের কল্যাণে কাজ করে যাব। সেনা শাসন ও অগণতান্ত্রিক সরকারের কবল থেকে দেশকে মুক্ত করেছিলাম।: [347, 717, 613, 760]
- branch-cell: বনশ্রী: ০১৯১১৪৪৫৫০৬: [427, 2319, 616, 2340]
- article-body-continued: (প্রথম পৃষ্ঠার পর) কোম্পানীগঞ্জ থানার ভাটিতে। এ ঘটনায় জড়িতদের আইনের আওতায় আনার দাবি জানিয়েছে পরিবার। পুলিশ বলছে, তদন্ত চলছে এবং দোষীদের শাস্তি নিশ্চিত করা হবে।: [629, 1972, 991, 2015]
- article-body-continued: মুন্সীগঞ্জের গজারিয়ায় বাস থেকে নামিয়ে চাপা দিয়ে এক যুবককে হত্যার অভিযোগ উঠেছে। পুলিশ জানায়, ভাড়া নিয়ে কথা কাটাকাটির জেরে চালকের সহকারী তাকে ধাক্কা দিয়ে ফেলে দেয়।: [991, 324, 1184, 398]
- college-ad-bullets: [35, 2197, 138, 2229]
